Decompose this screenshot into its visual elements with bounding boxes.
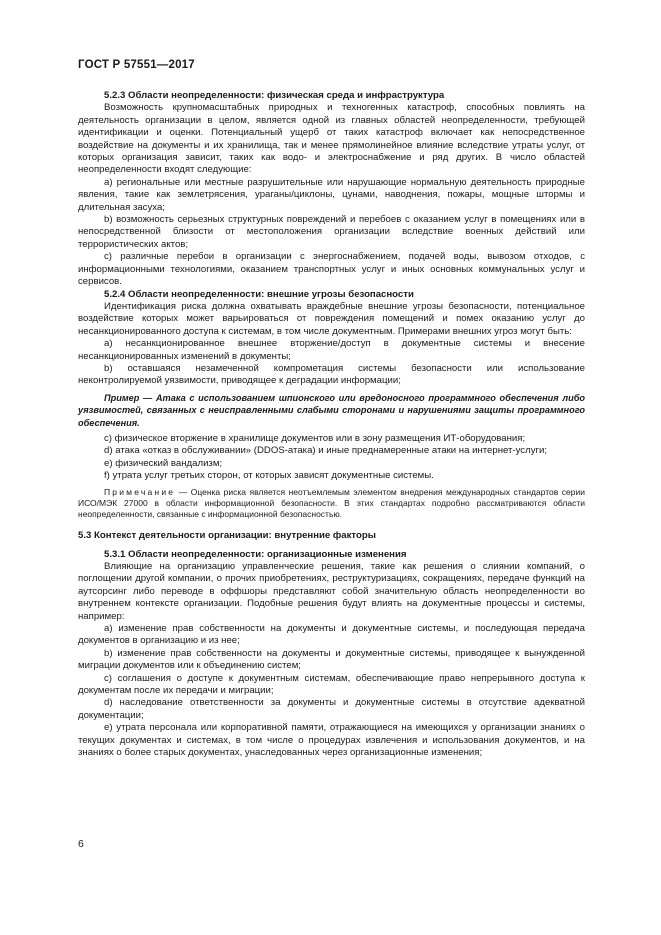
example-block: Пример — Атака с использованием шпионского или вредоносного программного обеспечения либо уязвимостей, связанных с неисправленными слабыми сторонами и нарушениями защиты программного обеспечения. <box>78 392 585 428</box>
standard-designation: ГОСТ Р 57551—2017 <box>78 59 195 71</box>
list-item: c) различные перебои в организации с энергоснабжением, подачей воды, вывозом отходов, с информационными технологиями, оказанием транспортных услуг и иных основных коммунальных услуг и сервисов. <box>78 251 585 288</box>
list-item: b) изменение прав собственности на документы и документные системы, приводящее к вынужденной миграции документов или к объединению систем; <box>78 647 585 672</box>
list-item: c) соглашения о доступе к документным системам, обеспечивающие право непрерывного доступа к документам после их передачи и миграции; <box>78 672 585 697</box>
list-item: a) региональные или местные разрушительные или нарушающие нормальную деятельность природные явления, такие как землетрясения, ураганы/циклоны, цунами, наводнения, пожары, мощные штормы и длительная засуха; <box>78 176 585 213</box>
list-item: b) оставшаяся незамеченной компрометация системы безопасности или использование неконтролируемой уязвимости, приводящее к деградации информации; <box>78 362 585 387</box>
paragraph: Идентификация риска должна охватывать враждебные внешние угрозы безопасности, потенциальное воздействие которых может варьироваться от повреждения помещений и помех оказанию услуг до несанкционированного доступа к системам, в том числе документным. Примерами внешних угроз могут быть: <box>78 300 585 337</box>
list-item: e) физический вандализм; <box>104 457 223 469</box>
section-heading-5-3: 5.3 Контекст деятельности организации: внутренние факторы <box>78 530 376 542</box>
section-heading-5-2-4: 5.2.4 Области неопределенности: внешние угрозы безопасности <box>104 288 414 300</box>
list-item: b) возможность серьезных структурных повреждений и перебоев с оказанием услуг в помещениях или в непосредственной близости от местоположения организации вследствие военных действий или террористических актов; <box>78 214 585 250</box>
list-item: d) атака «отказ в обслуживании» (DDOS-атака) и иные преднамеренные атаки на интернет-услуги; <box>104 445 548 457</box>
section-heading-5-3-1: 5.3.1 Области неопределенности: организационные изменения <box>104 548 407 560</box>
page-content <box>78 90 585 760</box>
paragraph: Возможность крупномасштабных природных и техногенных катастроф, способных повлиять на деятельность организации в целом, является одной из главных областей неопределенности, требующей идентификации и оценки. Потенциальный ущерб от таких катастроф включает как непосредственное воздействие на документы и их хранилища, так и менее прямолинейное влияние вследствие утраты услуг, от которых организация зависит, таких как водо- и электроснабжение и ряд других. В число областей неопределенности входят следующие: <box>78 102 585 176</box>
list-item: f) утрата услуг третьих сторон, от которых зависят документные системы. <box>104 470 434 482</box>
list-item: c) физическое вторжение в хранилище документов или в зону размещения ИТ-оборудования; <box>104 432 526 444</box>
list-item: d) наследование ответственности за документы и документные системы в отсутствие адекватной документации; <box>78 697 585 721</box>
note-text: — Оценка риска является неотъемлемым элементом внедрения международных стандартов серии ИСО/МЭК 27000 в области информационной безопасности. В этих стандартах подробно рассматриваются области неопределенности, связанные с информационной безопасностью. <box>78 486 585 519</box>
page-number: 6 <box>78 838 84 850</box>
note-block <box>78 487 585 521</box>
note-label: Примечание <box>104 486 176 497</box>
section-heading-5-2-3: 5.2.3 Области неопределенности: физическая среда и инфраструктура <box>104 90 445 101</box>
list-item: a) несанкционированное внешнее вторжение/доступ в документные системы и внесение несанкционированных изменений в документы; <box>78 338 585 362</box>
list-item: a) изменение прав собственности на документы и документные системы, и последующая передача документов в организацию и из нее; <box>78 623 585 647</box>
list-item: e) утрата персонала или корпоративной памяти, отражающиеся на имеющихся у организации знаниях о текущих документах и системах, в том числе о процедурах извлечения и использования документов, и на знаниях о более старых документах, унаследованных через организационные изменения; <box>78 722 585 759</box>
paragraph: Влияющие на организацию управленческие решения, такие как решения о слиянии компаний, о поглощении другой компании, о прочих приобретениях, реструктуризациях, сокращениях, передаче функций на аутсорсинг либо переводе в оффшоры представляют собой значительную область неопределенности во внутреннем контексте организации. Подобные решения будут влиять на документные процессы и системы, например: <box>78 561 585 622</box>
